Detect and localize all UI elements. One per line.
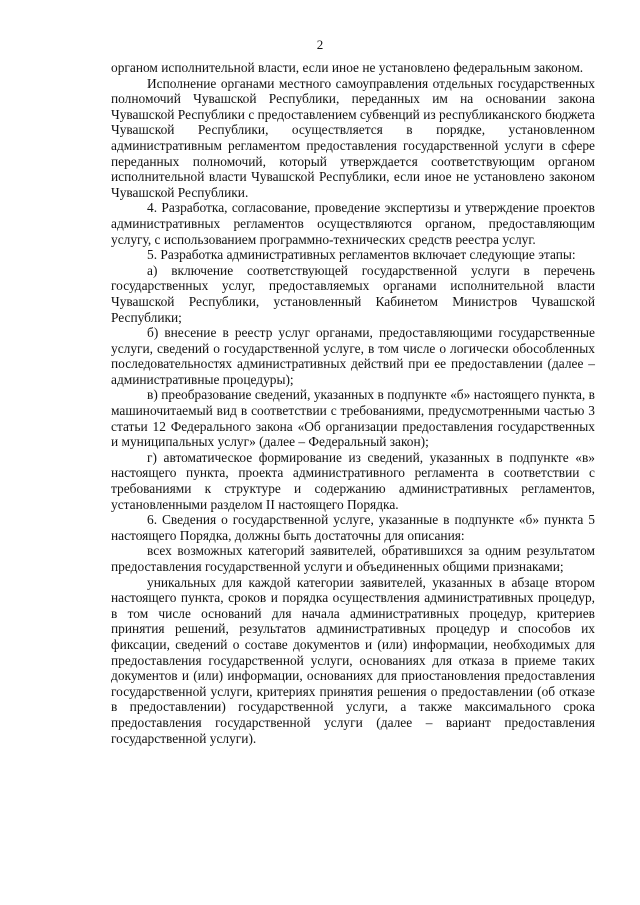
paragraph-item-5: 5. Разработка административных регламентов включает следующие этапы: bbox=[147, 247, 576, 263]
paragraph-applicant-categories: всех возможных категорий заявителей, обратившихся за одним результатом предоставления государственной услуги и объединенных общими признаками; bbox=[111, 543, 595, 574]
document-body bbox=[111, 60, 595, 746]
paragraph-service-variant: уникальных для каждой категории заявителей, указанных в абзаце втором настоящего пункта, сроков и порядка осуществления административных процедур, в том числе оснований для начала административных процедур, критериев принятия решений, результатов административных процедур и способов их фиксации, сведений о составе документов и (или) информации, необходимых для предоставления государственной услуги, основаниях для отказа в приеме таких документов и (или) информации, основаниях для приостановления предоставления государственной услуги, критериях принятия решения о предоставлении (об отказе в предоставлении) государственной услуги, а также максимального срока предоставления государственной услуги (далее – вариант предоставления государственной услуги). bbox=[111, 574, 595, 746]
paragraph-item-4: 4. Разработка, согласование, проведение экспертизы и утверждение проектов административных регламентов осуществляются органом, предоставляющим услугу, с использованием программно-технических средств реестра услуг. bbox=[111, 200, 595, 247]
paragraph-item-6: 6. Сведения о государственной услуге, указанные в подпункте «б» пункта 5 настоящего Порядка, должны быть достаточны для описания: bbox=[111, 512, 595, 543]
page-number: 2 bbox=[316, 37, 324, 52]
paragraph-subitem-g: г) автоматическое формирование из сведений, указанных в подпункте «в» настоящего пункта, проекта административного регламента в соответствии с требованиями к структуре и содержанию административных регламентов, установленными разделом II настоящего Порядка. bbox=[111, 449, 595, 512]
paragraph-subitem-b: б) внесение в реестр услуг органами, предоставляющими государственные услуги, сведений о государственной услуге, в том числе о логически обособленных последовательностях административных действий при ее предоставлении (далее – административные процедуры); bbox=[111, 325, 595, 387]
paragraph-local-self-government: Исполнение органами местного самоуправления отдельных государственных полномочий Чувашской Республики, переданных им на основании закона Чувашской Республики с предоставлением субвенций из республиканского бюджета Чувашской Республики, осуществляется в порядке, установленном административным регламентом предоставления государственной услуги в сфере переданных полномочий, который утверждается соответствующим органом исполнительной власти Чувашской Республики, если иное не установлено законом Чувашской Республики. bbox=[111, 75, 595, 200]
paragraph-subitem-v: в) преобразование сведений, указанных в подпункте «б» настоящего пункта, в машиночитаемый вид в соответствии с требованиями, предусмотренными частью 3 статьи 12 Федерального закона «Об организации предоставления государственных и муниципальных услуг» (далее – Федеральный закон); bbox=[111, 387, 595, 450]
paragraph-continuation: органом исполнительной власти, если иное не установлено федеральным законом. bbox=[111, 60, 584, 75]
paragraph-subitem-a: а) включение соответствующей государственной услуги в перечень государственных услуг, предоставляемых органами исполнительной власти Чувашской Республики, установленный Кабинетом Министров Чувашской Республики; bbox=[111, 262, 595, 325]
